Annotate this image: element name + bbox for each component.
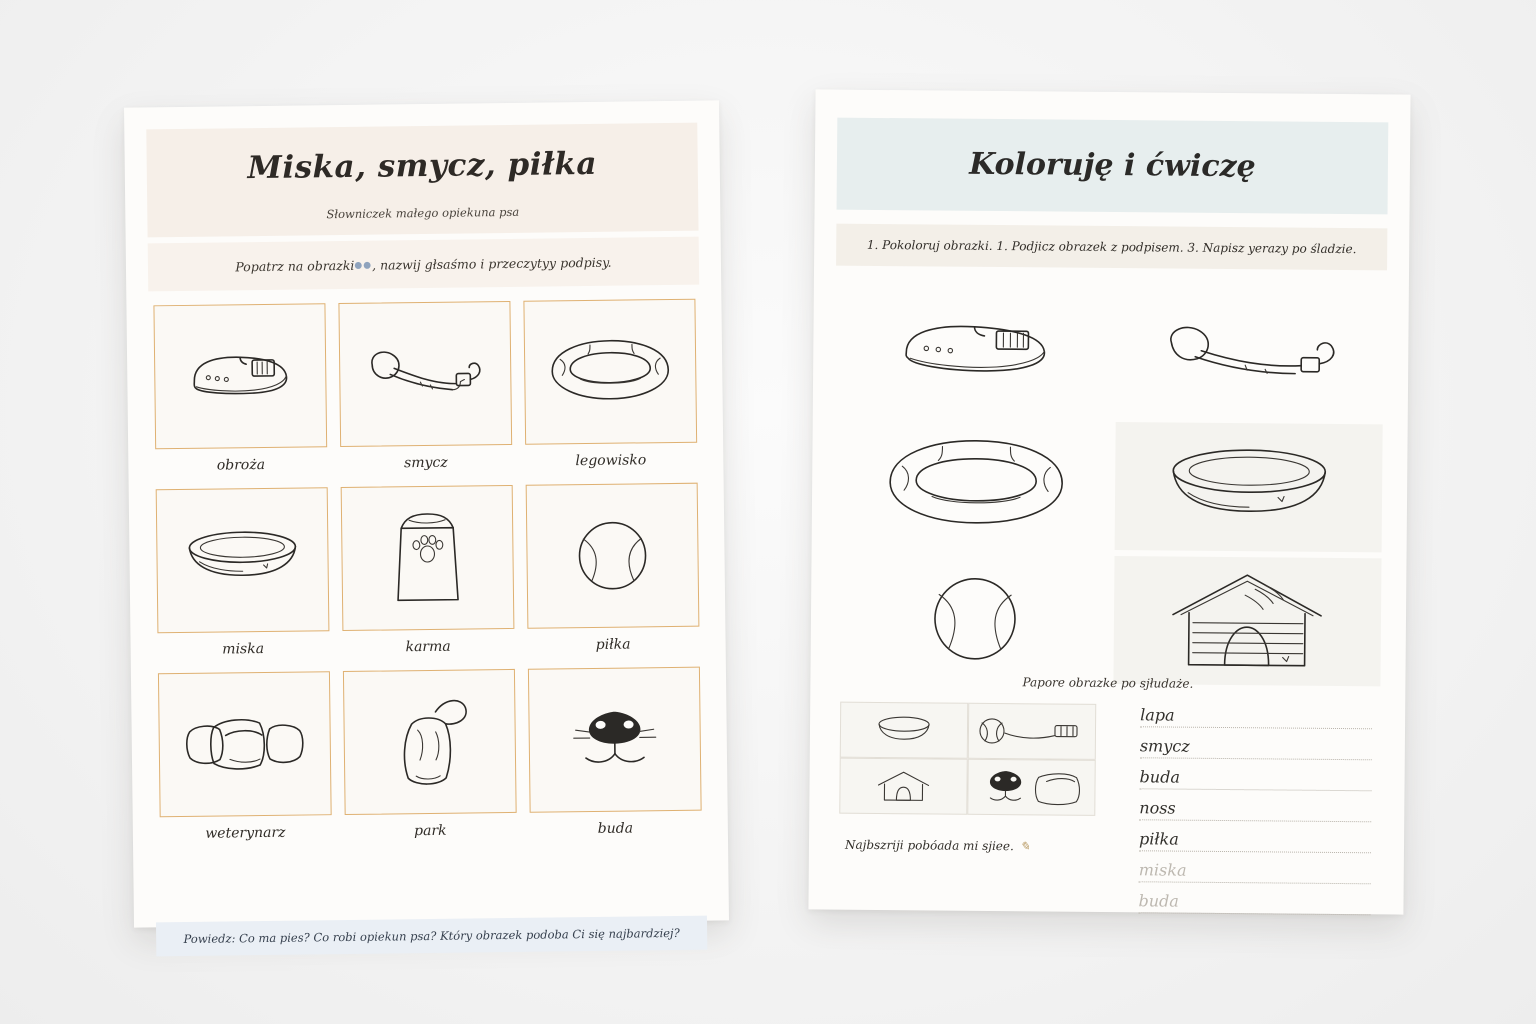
picture-frame[interactable]	[155, 487, 329, 633]
pillows-icon	[179, 700, 310, 788]
coloring-cell[interactable]	[843, 286, 1111, 416]
dog-house-icon	[1158, 564, 1337, 678]
right-title-banner	[837, 118, 1389, 215]
item-caption: legowisko	[575, 452, 647, 470]
item-caption: obroża	[216, 456, 266, 474]
footer-text: Powiedz: Co ma pies? Co robi opiekun psa? Który obrazek podoba Ci się najbardziej?	[183, 925, 680, 946]
trace-row[interactable]	[1140, 696, 1372, 729]
trace-row[interactable]	[1139, 820, 1371, 853]
pencil-icon: ✎	[1019, 839, 1030, 854]
item-caption: weterynarz	[205, 824, 286, 842]
trace-row[interactable]	[1139, 758, 1371, 791]
picture-frame[interactable]	[342, 669, 516, 815]
trace-word: buda	[1138, 891, 1179, 911]
trace-word: noss	[1139, 798, 1176, 818]
trace-row[interactable]	[1139, 851, 1371, 884]
right-page-title: Koloruję i ćwiczę	[969, 146, 1256, 185]
right-instruction-text: 1. Pokoloruj obrazki. 1. Podjicz obrazek z podpisem. 3. Napisz yerazy po śladzie.	[866, 237, 1357, 257]
grid-cell	[153, 671, 336, 855]
trace-word: buda	[1139, 767, 1181, 787]
trace-word: miska	[1138, 860, 1187, 880]
dog-leash-icon	[1154, 314, 1345, 392]
right-footer-text	[845, 838, 1030, 854]
coloring-cell[interactable]	[1116, 288, 1384, 418]
dog-leash-icon	[359, 333, 490, 415]
dog-bowl-icon	[1155, 438, 1342, 536]
instruction-prefix: Popatrz na obrazki	[235, 257, 355, 274]
dog-bowl-icon	[871, 713, 937, 748]
tennis-ball-icon	[922, 566, 1027, 671]
picture-frame[interactable]	[340, 485, 514, 631]
left-title-banner	[146, 123, 698, 238]
grid-cell	[523, 667, 706, 851]
mini-picture-cell[interactable]	[967, 759, 1095, 816]
mini-picture-cell[interactable]	[968, 703, 1096, 760]
item-caption: piłka	[595, 636, 631, 653]
picture-frame[interactable]	[525, 483, 699, 629]
picture-frame[interactable]	[157, 671, 331, 817]
matching-mini-grid	[839, 702, 1096, 816]
paw-dots-icon: ●●	[354, 260, 373, 271]
mini-picture-cell[interactable]	[839, 758, 967, 815]
dog-bowl-icon	[177, 522, 308, 598]
right-instruction-banner	[836, 224, 1387, 271]
coloring-cell[interactable]	[840, 554, 1108, 684]
item-caption: buda	[597, 820, 634, 837]
dog-bed-icon	[875, 428, 1076, 542]
worksheet-page-right	[808, 89, 1410, 914]
dog-house-icon	[872, 766, 934, 807]
instruction-text	[235, 254, 611, 274]
grid-cell	[518, 299, 701, 483]
trace-row[interactable]	[1138, 882, 1370, 915]
dog-bed-icon	[539, 328, 680, 416]
trace-word: lapa	[1140, 705, 1175, 725]
trace-word: piłka	[1138, 829, 1179, 849]
grid-cell	[521, 483, 704, 667]
worksheet-page-left	[124, 100, 729, 946]
grid-cell	[336, 485, 519, 669]
vocabulary-grid	[148, 299, 706, 856]
trace-row[interactable]	[1140, 727, 1372, 760]
tennis-ball-icon	[566, 510, 657, 601]
dog-collar-icon	[179, 336, 300, 417]
mini-picture-cell[interactable]	[840, 702, 968, 759]
dog-tail-icon	[381, 689, 478, 794]
dog-food-bag-icon	[378, 505, 475, 610]
coloring-cell[interactable]	[842, 420, 1110, 550]
left-footer-banner	[156, 916, 707, 957]
right-mid-note: Papore obrazke po sjłudaże.	[1022, 675, 1194, 691]
dog-nose-and-pillow-icon	[976, 767, 1086, 808]
right-footer-label: Najbszrijі pobóada mі sjіee.	[844, 837, 1014, 854]
item-caption: karma	[405, 638, 451, 656]
item-caption: smycz	[403, 454, 448, 472]
picture-frame[interactable]	[523, 299, 697, 445]
page-subtitle: Słowniczek małego opiekuna psa	[326, 204, 520, 222]
item-caption: park	[414, 822, 447, 840]
picture-frame[interactable]	[153, 303, 327, 449]
grid-cell	[333, 301, 516, 485]
tennis-ball-and-leash-icon	[977, 713, 1087, 750]
instruction-suffix: , nazwij głsaśmo i przeczytyу podpisy.	[371, 254, 612, 273]
left-instruction-banner	[148, 237, 700, 292]
page-title: Miska, smycz, piłka	[247, 145, 598, 187]
dog-nose-icon	[559, 703, 670, 776]
picture-frame[interactable]	[527, 667, 701, 813]
picture-frame[interactable]	[338, 301, 512, 447]
dog-collar-icon	[891, 312, 1062, 389]
grid-cell	[151, 487, 334, 671]
trace-word: smycz	[1139, 736, 1190, 756]
coloring-cell[interactable]	[1113, 556, 1381, 686]
tracing-word-list	[1138, 696, 1372, 915]
grid-cell	[338, 669, 521, 853]
item-caption: miska	[222, 640, 265, 658]
trace-row[interactable]	[1139, 789, 1371, 822]
coloring-grid	[840, 286, 1383, 687]
grid-cell	[148, 303, 331, 487]
coloring-cell[interactable]	[1115, 422, 1383, 552]
